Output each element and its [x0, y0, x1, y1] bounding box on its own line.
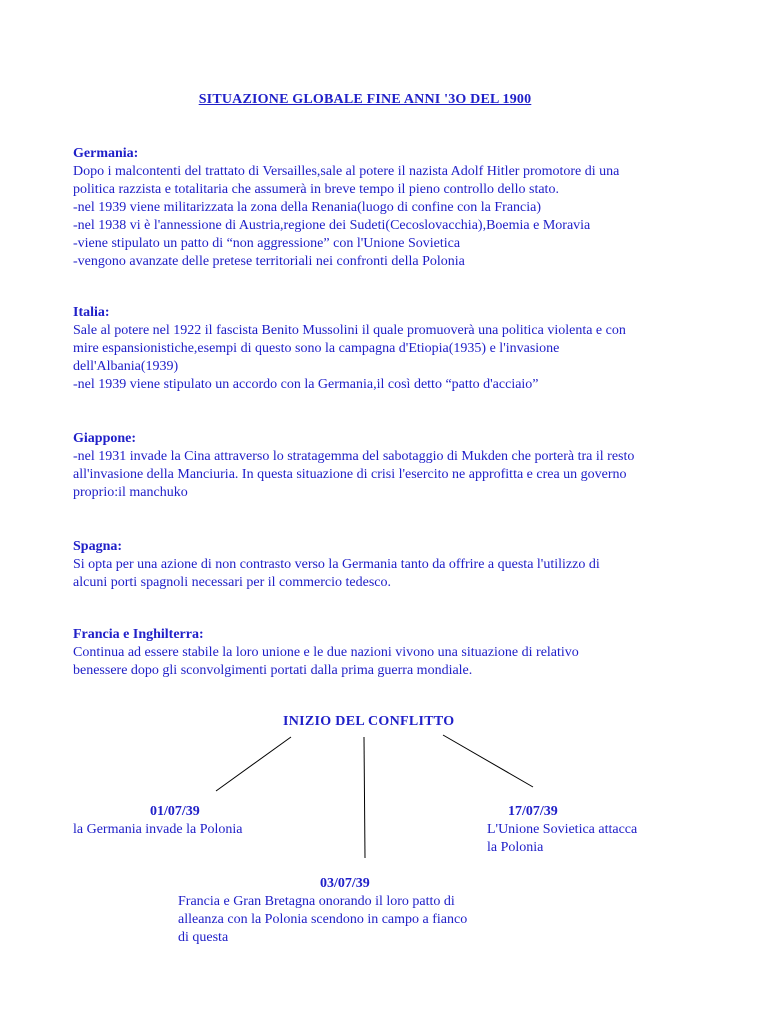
section-francia-inghilterra [73, 626, 713, 680]
text-line: mire espansionistiche,esempi di questo sono la campagna d'Etiopia(1935) e l'invasione [73, 341, 560, 356]
text-line: -nel 1939 viene militarizzata la zona della Renania(luogo di confine con la Francia) [73, 200, 542, 215]
text-line: Continua ad essere stabile la loro unione e le due nazioni vivono una situazione di relativo [73, 645, 579, 660]
event-date: 01/07/39 [150, 804, 200, 819]
text-line: all'invasione della Manciuria. In questa situazione di crisi l'esercito ne approfitta e crea un governo [73, 467, 627, 482]
text-line: Si opta per una azione di non contrasto verso la Germania tanto da offrire a questa l'utilizzo di [73, 557, 600, 572]
event-description: Francia e Gran Bretagna onorando il loro patto di [178, 894, 455, 909]
connector-right [443, 735, 533, 787]
section-heading: Italia: [73, 305, 110, 320]
text-line: proprio:il manchuko [73, 485, 188, 500]
event-france-britain [178, 875, 467, 947]
page-title: SITUAZIONE GLOBALE FINE ANNI '3O DEL 1900 [198, 92, 532, 107]
event-description: di questa [178, 930, 229, 945]
text-line: politica razzista e totalitaria che assumerà in breve tempo il pieno controllo dello stato. [73, 182, 559, 197]
text-line: -nel 1938 vi è l'annessione di Austria,regione dei Sudeti(Cecoslovacchia),Boemia e Moravia [73, 218, 591, 233]
text-line: alcuni porti spagnoli necessari per il commercio tedesco. [73, 575, 392, 590]
connector-left [216, 737, 291, 791]
section-giappone [73, 430, 713, 502]
event-date: 03/07/39 [320, 876, 370, 891]
diagram-title: INIZIO DEL CONFLITTO [283, 714, 455, 729]
event-germany-invades [73, 803, 243, 839]
event-description: la Polonia [487, 840, 544, 855]
event-date: 17/07/39 [508, 804, 558, 819]
section-italia [73, 304, 713, 394]
event-description: L'Unione Sovietica attacca [487, 822, 638, 837]
text-line: -viene stipulato un patto di “non aggressione” con l'Unione Sovietica [73, 236, 461, 251]
section-germania [73, 145, 713, 271]
text-line: Sale al potere nel 1922 il fascista Benito Mussolini il quale promuoverà una politica violenta e con [73, 323, 626, 338]
section-heading: Spagna: [73, 539, 123, 554]
text-line: Dopo i malcontenti del trattato di Versailles,sale al potere il nazista Adolf Hitler promotore di una [73, 164, 620, 179]
section-spagna [73, 538, 713, 592]
text-line: benessere dopo gli sconvolgimenti portati dalla prima guerra mondiale. [73, 663, 473, 678]
event-description: alleanza con la Polonia scendono in campo a fianco [178, 912, 468, 927]
text-line: -nel 1931 invade la Cina attraverso lo stratagemma del sabotaggio di Mukden che porterà tra il resto [73, 449, 635, 464]
event-description: la Germania invade la Polonia [73, 822, 243, 837]
text-line: -vengono avanzate delle pretese territoriali nei confronti della Polonia [73, 254, 465, 269]
text-line: dell'Albania(1939) [73, 359, 179, 374]
section-heading: Francia e Inghilterra: [73, 627, 204, 642]
text-line: -nel 1939 viene stipulato un accordo con la Germania,il così detto “patto d'acciaio” [73, 377, 539, 392]
event-soviet-attack [487, 803, 637, 857]
connector-center [364, 737, 365, 858]
section-heading: Giappone: [73, 431, 137, 446]
section-heading: Germania: [73, 146, 139, 161]
